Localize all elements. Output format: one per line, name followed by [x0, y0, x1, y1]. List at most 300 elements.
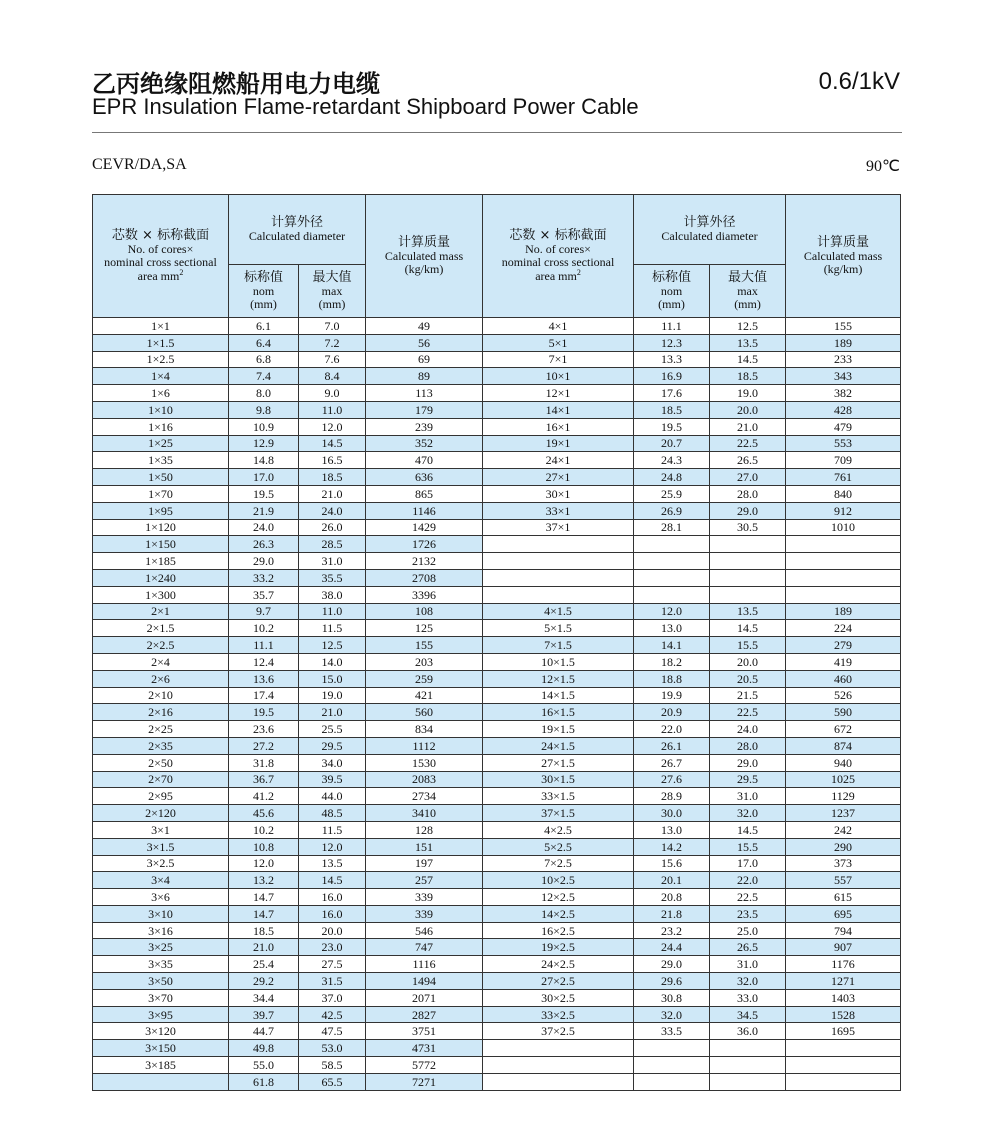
- voltage-rating: 0.6/1kV: [818, 68, 900, 95]
- cell-mass-right: 794: [786, 922, 901, 939]
- cell-cores-size-right: 27×1.5: [483, 754, 634, 771]
- table-row: [93, 334, 901, 351]
- cell-max-diameter-right: 32.0: [710, 973, 786, 990]
- cell-cores-size-right: 33×1.5: [483, 788, 634, 805]
- cell-mass: 1112: [366, 737, 483, 754]
- page-title-en: EPR Insulation Flame-retardant Shipboard Power Cable: [92, 94, 639, 119]
- cell-mass: 113: [366, 385, 483, 402]
- cell-nom-diameter-right: 14.2: [634, 838, 710, 855]
- cell-nom-diameter-right: 26.1: [634, 737, 710, 754]
- cell-max-diameter-right: [710, 1073, 786, 1090]
- cell-nom-diameter: 17.0: [229, 469, 299, 486]
- header-cores: 芯数 × 标称截面 No. of cores× nominal cross sectional area $mm^2$: [93, 195, 229, 318]
- cell-nom-diameter: 14.7: [229, 889, 299, 906]
- cell-mass-right: 479: [786, 418, 901, 435]
- table-row: [93, 368, 901, 385]
- cell-nom-diameter-right: 11.1: [634, 318, 710, 335]
- cell-nom-diameter: 13.2: [229, 872, 299, 889]
- cell-mass: 1726: [366, 536, 483, 553]
- cell-nom-diameter-right: 17.6: [634, 385, 710, 402]
- cell-max-diameter: 58.5: [299, 1057, 366, 1074]
- cell-nom-diameter: 21.0: [229, 939, 299, 956]
- cell-cores-size-right: 24×2.5: [483, 956, 634, 973]
- cell-mass: 339: [366, 889, 483, 906]
- cell-mass-right: 290: [786, 838, 901, 855]
- cell-nom-diameter: 9.7: [229, 603, 299, 620]
- table-row: [93, 385, 901, 402]
- table-row: [93, 351, 901, 368]
- cell-nom-diameter-right: 20.9: [634, 704, 710, 721]
- header-divider: [92, 132, 902, 133]
- cell-mass: 89: [366, 368, 483, 385]
- cell-cores-size-right: 12×1.5: [483, 670, 634, 687]
- cell-mass-right: 709: [786, 452, 901, 469]
- cell-mass: 259: [366, 670, 483, 687]
- cell-mass: 49: [366, 318, 483, 335]
- cell-nom-diameter-right: [634, 1073, 710, 1090]
- cell-nom-diameter: 21.9: [229, 502, 299, 519]
- cell-cores-size: 1×35: [93, 452, 229, 469]
- table-row: [93, 536, 901, 553]
- cell-cores-size-right: 14×1: [483, 401, 634, 418]
- cell-max-diameter-right: 26.5: [710, 939, 786, 956]
- cell-cores-size-right: 5×1: [483, 334, 634, 351]
- cell-cores-size-right: 7×2.5: [483, 855, 634, 872]
- cell-max-diameter-right: 22.5: [710, 889, 786, 906]
- cell-nom-diameter-right: 22.0: [634, 721, 710, 738]
- cell-max-diameter: 44.0: [299, 788, 366, 805]
- cell-nom-diameter: 45.6: [229, 805, 299, 822]
- cell-nom-diameter-right: [634, 553, 710, 570]
- table-row: [93, 418, 901, 435]
- cell-mass: 1494: [366, 973, 483, 990]
- cell-nom-diameter: 10.2: [229, 821, 299, 838]
- cell-max-diameter-right: 24.0: [710, 721, 786, 738]
- cell-max-diameter: 29.5: [299, 737, 366, 754]
- cell-nom-diameter-right: 13.3: [634, 351, 710, 368]
- cell-max-diameter-right: 15.5: [710, 838, 786, 855]
- cell-mass: 1146: [366, 502, 483, 519]
- cell-mass-right: 428: [786, 401, 901, 418]
- cell-max-diameter: 12.5: [299, 637, 366, 654]
- cell-max-diameter-right: 33.0: [710, 989, 786, 1006]
- cell-max-diameter-right: 23.5: [710, 905, 786, 922]
- cell-nom-diameter-right: 20.7: [634, 435, 710, 452]
- spec-table: [92, 194, 901, 1091]
- table-row: [93, 1023, 901, 1040]
- cell-nom-diameter: 9.8: [229, 401, 299, 418]
- cell-cores-size: 3×25: [93, 939, 229, 956]
- table-row: [93, 1073, 901, 1090]
- cell-nom-diameter: 7.4: [229, 368, 299, 385]
- cell-nom-diameter: 26.3: [229, 536, 299, 553]
- cell-cores-size: 1×4: [93, 368, 229, 385]
- cell-cores-size-right: 7×1.5: [483, 637, 634, 654]
- cell-mass-right: 419: [786, 653, 901, 670]
- table-row: [93, 1006, 901, 1023]
- cell-max-diameter: 12.0: [299, 838, 366, 855]
- cell-max-diameter: 39.5: [299, 771, 366, 788]
- cell-mass-right: [786, 1057, 901, 1074]
- cell-cores-size-right: 19×2.5: [483, 939, 634, 956]
- cell-nom-diameter: 36.7: [229, 771, 299, 788]
- cell-mass: 69: [366, 351, 483, 368]
- cell-mass-right: 1528: [786, 1006, 901, 1023]
- cell-max-diameter: 7.6: [299, 351, 366, 368]
- cell-nom-diameter: 6.4: [229, 334, 299, 351]
- cell-cores-size-right: [483, 1040, 634, 1057]
- cell-mass: 155: [366, 637, 483, 654]
- cell-cores-size: 2×6: [93, 670, 229, 687]
- cell-mass-right: 1237: [786, 805, 901, 822]
- cell-mass-right: 189: [786, 334, 901, 351]
- cell-cores-size: 1×50: [93, 469, 229, 486]
- cell-mass-right: 615: [786, 889, 901, 906]
- cell-nom-diameter: 19.5: [229, 704, 299, 721]
- table-row: [93, 569, 901, 586]
- cell-nom-diameter-right: 15.6: [634, 855, 710, 872]
- cell-max-diameter: 34.0: [299, 754, 366, 771]
- cell-cores-size-right: 30×1: [483, 485, 634, 502]
- cell-cores-size-right: 12×2.5: [483, 889, 634, 906]
- cell-max-diameter-right: 17.0: [710, 855, 786, 872]
- cell-max-diameter-right: 13.5: [710, 334, 786, 351]
- cell-cores-size: 2×1.5: [93, 620, 229, 637]
- cell-mass-right: 526: [786, 687, 901, 704]
- cell-cores-size: 3×1: [93, 821, 229, 838]
- cell-nom-diameter: 10.9: [229, 418, 299, 435]
- cell-max-diameter: 11.0: [299, 603, 366, 620]
- header-max: 最大值 max (mm): [299, 265, 366, 318]
- cell-nom-diameter: 23.6: [229, 721, 299, 738]
- cell-cores-size-right: [483, 553, 634, 570]
- cell-max-diameter-right: [710, 536, 786, 553]
- cell-nom-diameter: 11.1: [229, 637, 299, 654]
- cell-max-diameter: 15.0: [299, 670, 366, 687]
- cell-nom-diameter-right: [634, 586, 710, 603]
- cell-cores-size-right: 12×1: [483, 385, 634, 402]
- cell-cores-size-right: 5×2.5: [483, 838, 634, 855]
- cell-mass: 3410: [366, 805, 483, 822]
- table-row: [93, 838, 901, 855]
- cell-cores-size: 3×16: [93, 922, 229, 939]
- cell-max-diameter: 9.0: [299, 385, 366, 402]
- cell-max-diameter-right: 14.5: [710, 351, 786, 368]
- temperature-rating: 90℃: [866, 158, 900, 175]
- cell-nom-diameter: 33.2: [229, 569, 299, 586]
- cell-mass-right: 233: [786, 351, 901, 368]
- cell-cores-size: 1×70: [93, 485, 229, 502]
- cell-max-diameter: 38.0: [299, 586, 366, 603]
- cell-cores-size-right: 19×1: [483, 435, 634, 452]
- cell-cores-size-right: 14×1.5: [483, 687, 634, 704]
- cell-max-diameter: 65.5: [299, 1073, 366, 1090]
- cell-max-diameter: 20.0: [299, 922, 366, 939]
- cell-cores-size-right: 10×1: [483, 368, 634, 385]
- cell-max-diameter-right: 32.0: [710, 805, 786, 822]
- cell-nom-diameter-right: 19.5: [634, 418, 710, 435]
- cell-mass-right: 224: [786, 620, 901, 637]
- cell-nom-diameter-right: 23.2: [634, 922, 710, 939]
- cell-mass: 865: [366, 485, 483, 502]
- cell-cores-size: 3×35: [93, 956, 229, 973]
- cell-max-diameter-right: 12.5: [710, 318, 786, 335]
- cell-max-diameter: 21.0: [299, 704, 366, 721]
- cell-mass-right: 940: [786, 754, 901, 771]
- cell-mass: 2071: [366, 989, 483, 1006]
- cell-mass-right: 590: [786, 704, 901, 721]
- cell-max-diameter: 35.5: [299, 569, 366, 586]
- cell-nom-diameter-right: 21.8: [634, 905, 710, 922]
- cell-cores-size: 1×185: [93, 553, 229, 570]
- cell-cores-size-right: 16×1: [483, 418, 634, 435]
- page-title-cn: 乙丙绝缘阻燃船用电力电缆: [92, 70, 380, 98]
- cell-mass: 2734: [366, 788, 483, 805]
- cell-mass: 352: [366, 435, 483, 452]
- table-row: [93, 922, 901, 939]
- cell-cores-size: 1×240: [93, 569, 229, 586]
- cell-cores-size: 2×4: [93, 653, 229, 670]
- cell-mass: 834: [366, 721, 483, 738]
- cell-cores-size: [93, 1073, 229, 1090]
- table-row: [93, 905, 901, 922]
- cell-nom-diameter-right: 29.6: [634, 973, 710, 990]
- cell-nom-diameter: 6.8: [229, 351, 299, 368]
- cell-nom-diameter: 18.5: [229, 922, 299, 939]
- cell-nom-diameter-right: 19.9: [634, 687, 710, 704]
- cell-nom-diameter-right: 13.0: [634, 821, 710, 838]
- table-row: [93, 973, 901, 990]
- cell-cores-size-right: 24×1.5: [483, 737, 634, 754]
- cell-max-diameter: 48.5: [299, 805, 366, 822]
- cell-cores-size: 2×70: [93, 771, 229, 788]
- cell-cores-size-right: 10×1.5: [483, 653, 634, 670]
- cell-cores-size-right: 37×2.5: [483, 1023, 634, 1040]
- table-row: [93, 737, 901, 754]
- cell-max-diameter: 7.0: [299, 318, 366, 335]
- cell-cores-size-right: [483, 1057, 634, 1074]
- cell-cores-size: 1×6: [93, 385, 229, 402]
- cell-nom-diameter: 44.7: [229, 1023, 299, 1040]
- cell-nom-diameter: 61.8: [229, 1073, 299, 1090]
- cell-max-diameter: 53.0: [299, 1040, 366, 1057]
- table-row: [93, 1040, 901, 1057]
- cell-mass: 470: [366, 452, 483, 469]
- cell-cores-size-right: 16×2.5: [483, 922, 634, 939]
- cell-max-diameter-right: [710, 1057, 786, 1074]
- cell-max-diameter: 18.5: [299, 469, 366, 486]
- cell-nom-diameter-right: 26.7: [634, 754, 710, 771]
- cell-nom-diameter-right: [634, 536, 710, 553]
- cell-cores-size-right: 4×2.5: [483, 821, 634, 838]
- cell-cores-size-right: [483, 586, 634, 603]
- cell-max-diameter-right: 14.5: [710, 821, 786, 838]
- cell-max-diameter-right: 27.0: [710, 469, 786, 486]
- cell-max-diameter: 16.0: [299, 889, 366, 906]
- table-row: [93, 872, 901, 889]
- cell-mass: 636: [366, 469, 483, 486]
- cell-max-diameter: 31.5: [299, 973, 366, 990]
- cell-mass: 2083: [366, 771, 483, 788]
- cell-nom-diameter-right: 32.0: [634, 1006, 710, 1023]
- cell-mass-right: 1176: [786, 956, 901, 973]
- cell-nom-diameter-right: 18.2: [634, 653, 710, 670]
- cell-max-diameter: 37.0: [299, 989, 366, 1006]
- cell-cores-size: 3×95: [93, 1006, 229, 1023]
- cell-max-diameter: 47.5: [299, 1023, 366, 1040]
- cell-nom-diameter-right: [634, 1040, 710, 1057]
- table-row: [93, 889, 901, 906]
- cell-cores-size: 2×16: [93, 704, 229, 721]
- cell-nom-diameter: 12.4: [229, 653, 299, 670]
- cell-mass: 128: [366, 821, 483, 838]
- cell-nom-diameter-right: 30.8: [634, 989, 710, 1006]
- cell-nom-diameter-right: 25.9: [634, 485, 710, 502]
- cell-max-diameter: 11.5: [299, 620, 366, 637]
- cell-nom-diameter: 27.2: [229, 737, 299, 754]
- cell-nom-diameter: 29.2: [229, 973, 299, 990]
- table-row: [93, 1057, 901, 1074]
- cell-cores-size-right: 4×1: [483, 318, 634, 335]
- cell-mass-right: 907: [786, 939, 901, 956]
- cell-max-diameter: 16.5: [299, 452, 366, 469]
- cell-mass: 151: [366, 838, 483, 855]
- table-header: [93, 195, 901, 318]
- cell-mass: 125: [366, 620, 483, 637]
- cell-nom-diameter: 41.2: [229, 788, 299, 805]
- cell-mass-right: [786, 536, 901, 553]
- cell-cores-size-right: 14×2.5: [483, 905, 634, 922]
- table-row: [93, 821, 901, 838]
- cell-mass: 257: [366, 872, 483, 889]
- cell-nom-diameter: 6.1: [229, 318, 299, 335]
- cell-cores-size: 3×185: [93, 1057, 229, 1074]
- header-max-right: 最大值 max (mm): [710, 265, 786, 318]
- table-row: [93, 485, 901, 502]
- header-diameter: 计算外径 Calculated diameter: [229, 195, 366, 265]
- table-row: [93, 939, 901, 956]
- cell-cores-size-right: 4×1.5: [483, 603, 634, 620]
- cell-nom-diameter-right: 24.4: [634, 939, 710, 956]
- cell-mass: 239: [366, 418, 483, 435]
- cell-mass-right: 874: [786, 737, 901, 754]
- cell-nom-diameter-right: 28.9: [634, 788, 710, 805]
- cell-nom-diameter-right: 26.9: [634, 502, 710, 519]
- cell-max-diameter-right: [710, 1040, 786, 1057]
- cell-mass-right: 155: [786, 318, 901, 335]
- table-row: [93, 788, 901, 805]
- cell-max-diameter-right: 22.5: [710, 435, 786, 452]
- cell-nom-diameter: 39.7: [229, 1006, 299, 1023]
- cell-max-diameter-right: [710, 553, 786, 570]
- table-row: [93, 502, 901, 519]
- cell-cores-size: 2×95: [93, 788, 229, 805]
- cell-mass-right: 1271: [786, 973, 901, 990]
- table-row: [93, 721, 901, 738]
- cell-mass-right: 1025: [786, 771, 901, 788]
- cell-mass-right: 695: [786, 905, 901, 922]
- cell-cores-size: 2×1: [93, 603, 229, 620]
- cell-max-diameter-right: 29.0: [710, 754, 786, 771]
- table-row: [93, 805, 901, 822]
- cell-max-diameter: 8.4: [299, 368, 366, 385]
- cell-mass: 197: [366, 855, 483, 872]
- cell-max-diameter: 11.0: [299, 401, 366, 418]
- cell-nom-diameter-right: 29.0: [634, 956, 710, 973]
- cell-cores-size: 3×10: [93, 905, 229, 922]
- table-row: [93, 469, 901, 486]
- cell-max-diameter-right: 28.0: [710, 737, 786, 754]
- cell-nom-diameter: 29.0: [229, 553, 299, 570]
- cell-max-diameter-right: 21.5: [710, 687, 786, 704]
- cell-nom-diameter-right: [634, 569, 710, 586]
- cell-mass-right: 761: [786, 469, 901, 486]
- cell-mass-right: 553: [786, 435, 901, 452]
- cell-mass-right: 840: [786, 485, 901, 502]
- table-row: [93, 704, 901, 721]
- cell-cores-size: 3×2.5: [93, 855, 229, 872]
- cell-cores-size-right: 30×2.5: [483, 989, 634, 1006]
- header-nom-right: 标称值 nom (mm): [634, 265, 710, 318]
- cell-nom-diameter: 24.0: [229, 519, 299, 536]
- table-row: [93, 670, 901, 687]
- cell-max-diameter: 13.5: [299, 855, 366, 872]
- cell-cores-size: 3×1.5: [93, 838, 229, 855]
- cell-cores-size: 1×16: [93, 418, 229, 435]
- cell-mass-right: 1010: [786, 519, 901, 536]
- cell-nom-diameter-right: 20.1: [634, 872, 710, 889]
- cell-mass: 5772: [366, 1057, 483, 1074]
- cell-max-diameter-right: 30.5: [710, 519, 786, 536]
- cell-cores-size: 3×6: [93, 889, 229, 906]
- table-row: [93, 687, 901, 704]
- cell-max-diameter-right: 20.0: [710, 653, 786, 670]
- cell-max-diameter: 14.5: [299, 872, 366, 889]
- table-row: [93, 318, 901, 335]
- cell-mass-right: 242: [786, 821, 901, 838]
- cell-mass-right: 1129: [786, 788, 901, 805]
- cell-mass: 3396: [366, 586, 483, 603]
- table-row: [93, 435, 901, 452]
- cell-cores-size: 1×2.5: [93, 351, 229, 368]
- cell-nom-diameter-right: 12.3: [634, 334, 710, 351]
- header-mass: 计算质量 Calculated mass (kg/km): [366, 195, 483, 318]
- cell-mass-right: 557: [786, 872, 901, 889]
- cell-max-diameter: 16.0: [299, 905, 366, 922]
- cell-max-diameter: 31.0: [299, 553, 366, 570]
- cell-nom-diameter-right: 33.5: [634, 1023, 710, 1040]
- cell-nom-diameter-right: 18.5: [634, 401, 710, 418]
- cell-cores-size: 3×4: [93, 872, 229, 889]
- cell-nom-diameter: 14.7: [229, 905, 299, 922]
- cell-mass: 2132: [366, 553, 483, 570]
- cell-nom-diameter: 12.9: [229, 435, 299, 452]
- cell-nom-diameter: 10.8: [229, 838, 299, 855]
- cell-mass-right: [786, 569, 901, 586]
- cell-max-diameter: 7.2: [299, 334, 366, 351]
- table-row: [93, 620, 901, 637]
- cell-nom-diameter-right: 20.8: [634, 889, 710, 906]
- cell-nom-diameter: 14.8: [229, 452, 299, 469]
- cell-cores-size: 1×1.5: [93, 334, 229, 351]
- table-row: [93, 989, 901, 1006]
- cell-mass-right: 343: [786, 368, 901, 385]
- cell-cores-size-right: 27×1: [483, 469, 634, 486]
- cell-cores-size: 1×150: [93, 536, 229, 553]
- cell-cores-size-right: 16×1.5: [483, 704, 634, 721]
- cell-max-diameter-right: 29.0: [710, 502, 786, 519]
- cell-mass: 2708: [366, 569, 483, 586]
